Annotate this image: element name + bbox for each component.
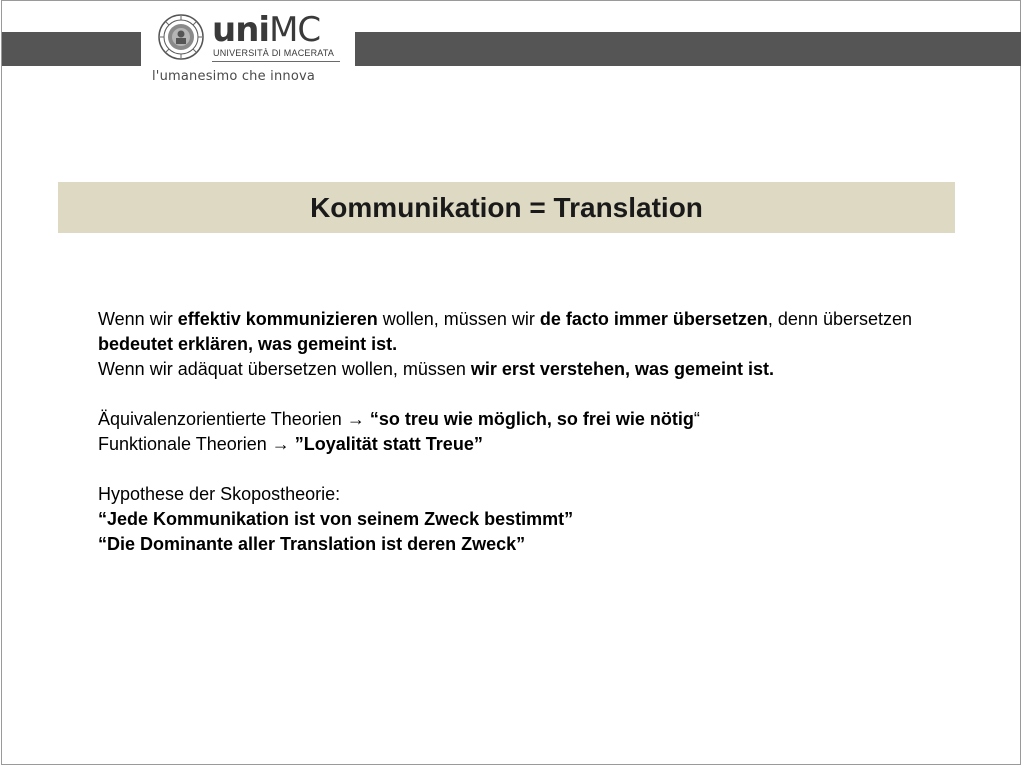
bold-span: bedeutet erklären, was gemeint ist. (98, 334, 398, 354)
paragraph-3 (98, 407, 958, 432)
bold-span: ”Loyalität statt Treue” (294, 434, 483, 454)
header-bar-left (2, 32, 141, 66)
paragraph-4 (98, 432, 958, 457)
logo-divider (212, 61, 340, 62)
bold-span: “so treu wie möglich, so frei wie nötig (369, 409, 694, 429)
text-span: Wenn wir (98, 309, 178, 329)
logo-wordmark-light: MC (269, 10, 321, 50)
university-seal-icon (158, 14, 204, 60)
paragraph-7 (98, 532, 958, 557)
spacer (98, 457, 958, 482)
logo-tagline: l'umanesimo che innova (152, 69, 316, 84)
paragraph-1 (98, 307, 958, 357)
text-span: Äquivalenzorientierte Theorien → (98, 409, 370, 429)
paragraph-2 (98, 357, 958, 382)
bold-span: de facto immer übersetzen (539, 309, 768, 329)
slide-title: Kommunikation = Translation (310, 191, 703, 223)
slide-title-bar (58, 182, 955, 233)
text-span: “ (693, 409, 700, 429)
bold-span: wir erst verstehen, was gemeint ist. (470, 359, 775, 379)
text-span: Funktionale Theorien → (98, 434, 295, 454)
logo-wordmark-bold: uni (212, 10, 270, 50)
slide-body (98, 307, 958, 557)
paragraph-5: Hypothese der Skopostheorie: (98, 484, 341, 504)
text-span: Wenn wir adäquat übersetzen wollen, müssen (98, 359, 471, 379)
logo-subtitle: UNIVERSITÀ DI MACERATA (213, 48, 335, 58)
text-span: wollen, müssen wir (377, 309, 540, 329)
text-span: , denn übersetzen (767, 309, 913, 329)
bold-span: effektiv kommunizieren (177, 309, 378, 329)
spacer (98, 382, 958, 407)
paragraph-6 (98, 507, 958, 532)
bold-span: “Jede Kommunikation ist von seinem Zweck bestimmt” (98, 509, 574, 529)
logo-wordmark (212, 12, 320, 48)
header-bar-right (355, 32, 1021, 66)
bold-span: “Die Dominante aller Translation ist deren Zweck” (98, 534, 526, 554)
